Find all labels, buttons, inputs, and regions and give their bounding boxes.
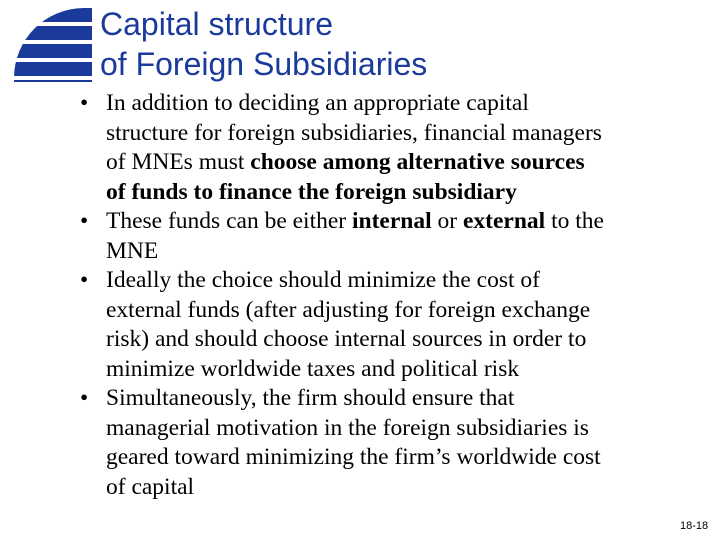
text-run: of capital [106,473,195,500]
bullet-text [106,384,716,502]
text-run: minimize worldwide taxes and political risk [106,355,520,382]
title-line-2: of Foreign Subsidiaries [100,46,428,82]
bullet-line [106,266,716,296]
bullet-list [76,89,716,502]
bullet-text [106,207,716,266]
bullet-line [106,89,716,119]
bullet-item [76,266,716,384]
emphasis-text: external [462,208,546,234]
page-number: 18-18 [680,520,709,532]
text-run: risk) and should choose internal sources in order to [106,326,587,352]
bullet-item [76,384,716,502]
text-run: managerial motivation in the foreign subsidiaries is [106,414,589,441]
bullet-item [76,89,716,207]
bullet-mark: • [80,208,89,234]
bullet-mark: • [80,90,89,116]
bullet-line [106,414,716,444]
bullet-mark: • [80,267,89,293]
text-run: or [431,208,463,234]
slide-title [100,4,427,84]
bullet-line [106,237,716,267]
bullet-line [106,207,716,237]
text-run: to the [545,208,604,234]
striped-half-globe-logo [14,8,92,82]
bullet-line [106,119,716,149]
text-run: of MNEs must [106,149,251,175]
text-run: Ideally the choice should minimize the cost of [106,267,540,293]
bullet-line [106,148,716,178]
emphasis-text: of funds to finance the foreign subsidiary [106,178,517,205]
text-run: Simultaneously, the firm should ensure that [106,385,515,411]
text-run: external funds (after adjusting for foreign exchange [106,296,591,323]
bullet-text [106,266,716,384]
bullet-line [106,443,716,473]
bullet-item [76,207,716,266]
emphasis-text: choose among alternative sources [250,149,585,175]
text-run: structure for foreign subsidiaries, financial managers [106,119,602,146]
text-run: These funds can be either [106,208,352,234]
text-run: geared toward minimizing the firm’s worldwide cost [106,444,601,470]
emphasis-text: internal [352,208,432,234]
bullet-line [106,473,716,503]
bullet-line [106,178,716,208]
bullet-line [106,355,716,385]
bullet-text [106,89,716,207]
title-line-1: Capital structure [100,6,333,42]
bullet-line [106,384,716,414]
text-run: MNE [106,237,159,264]
bullet-mark: • [80,385,89,411]
bullet-line [106,325,716,355]
text-run: In addition to deciding an appropriate capital [106,90,529,116]
bullet-line [106,296,716,326]
